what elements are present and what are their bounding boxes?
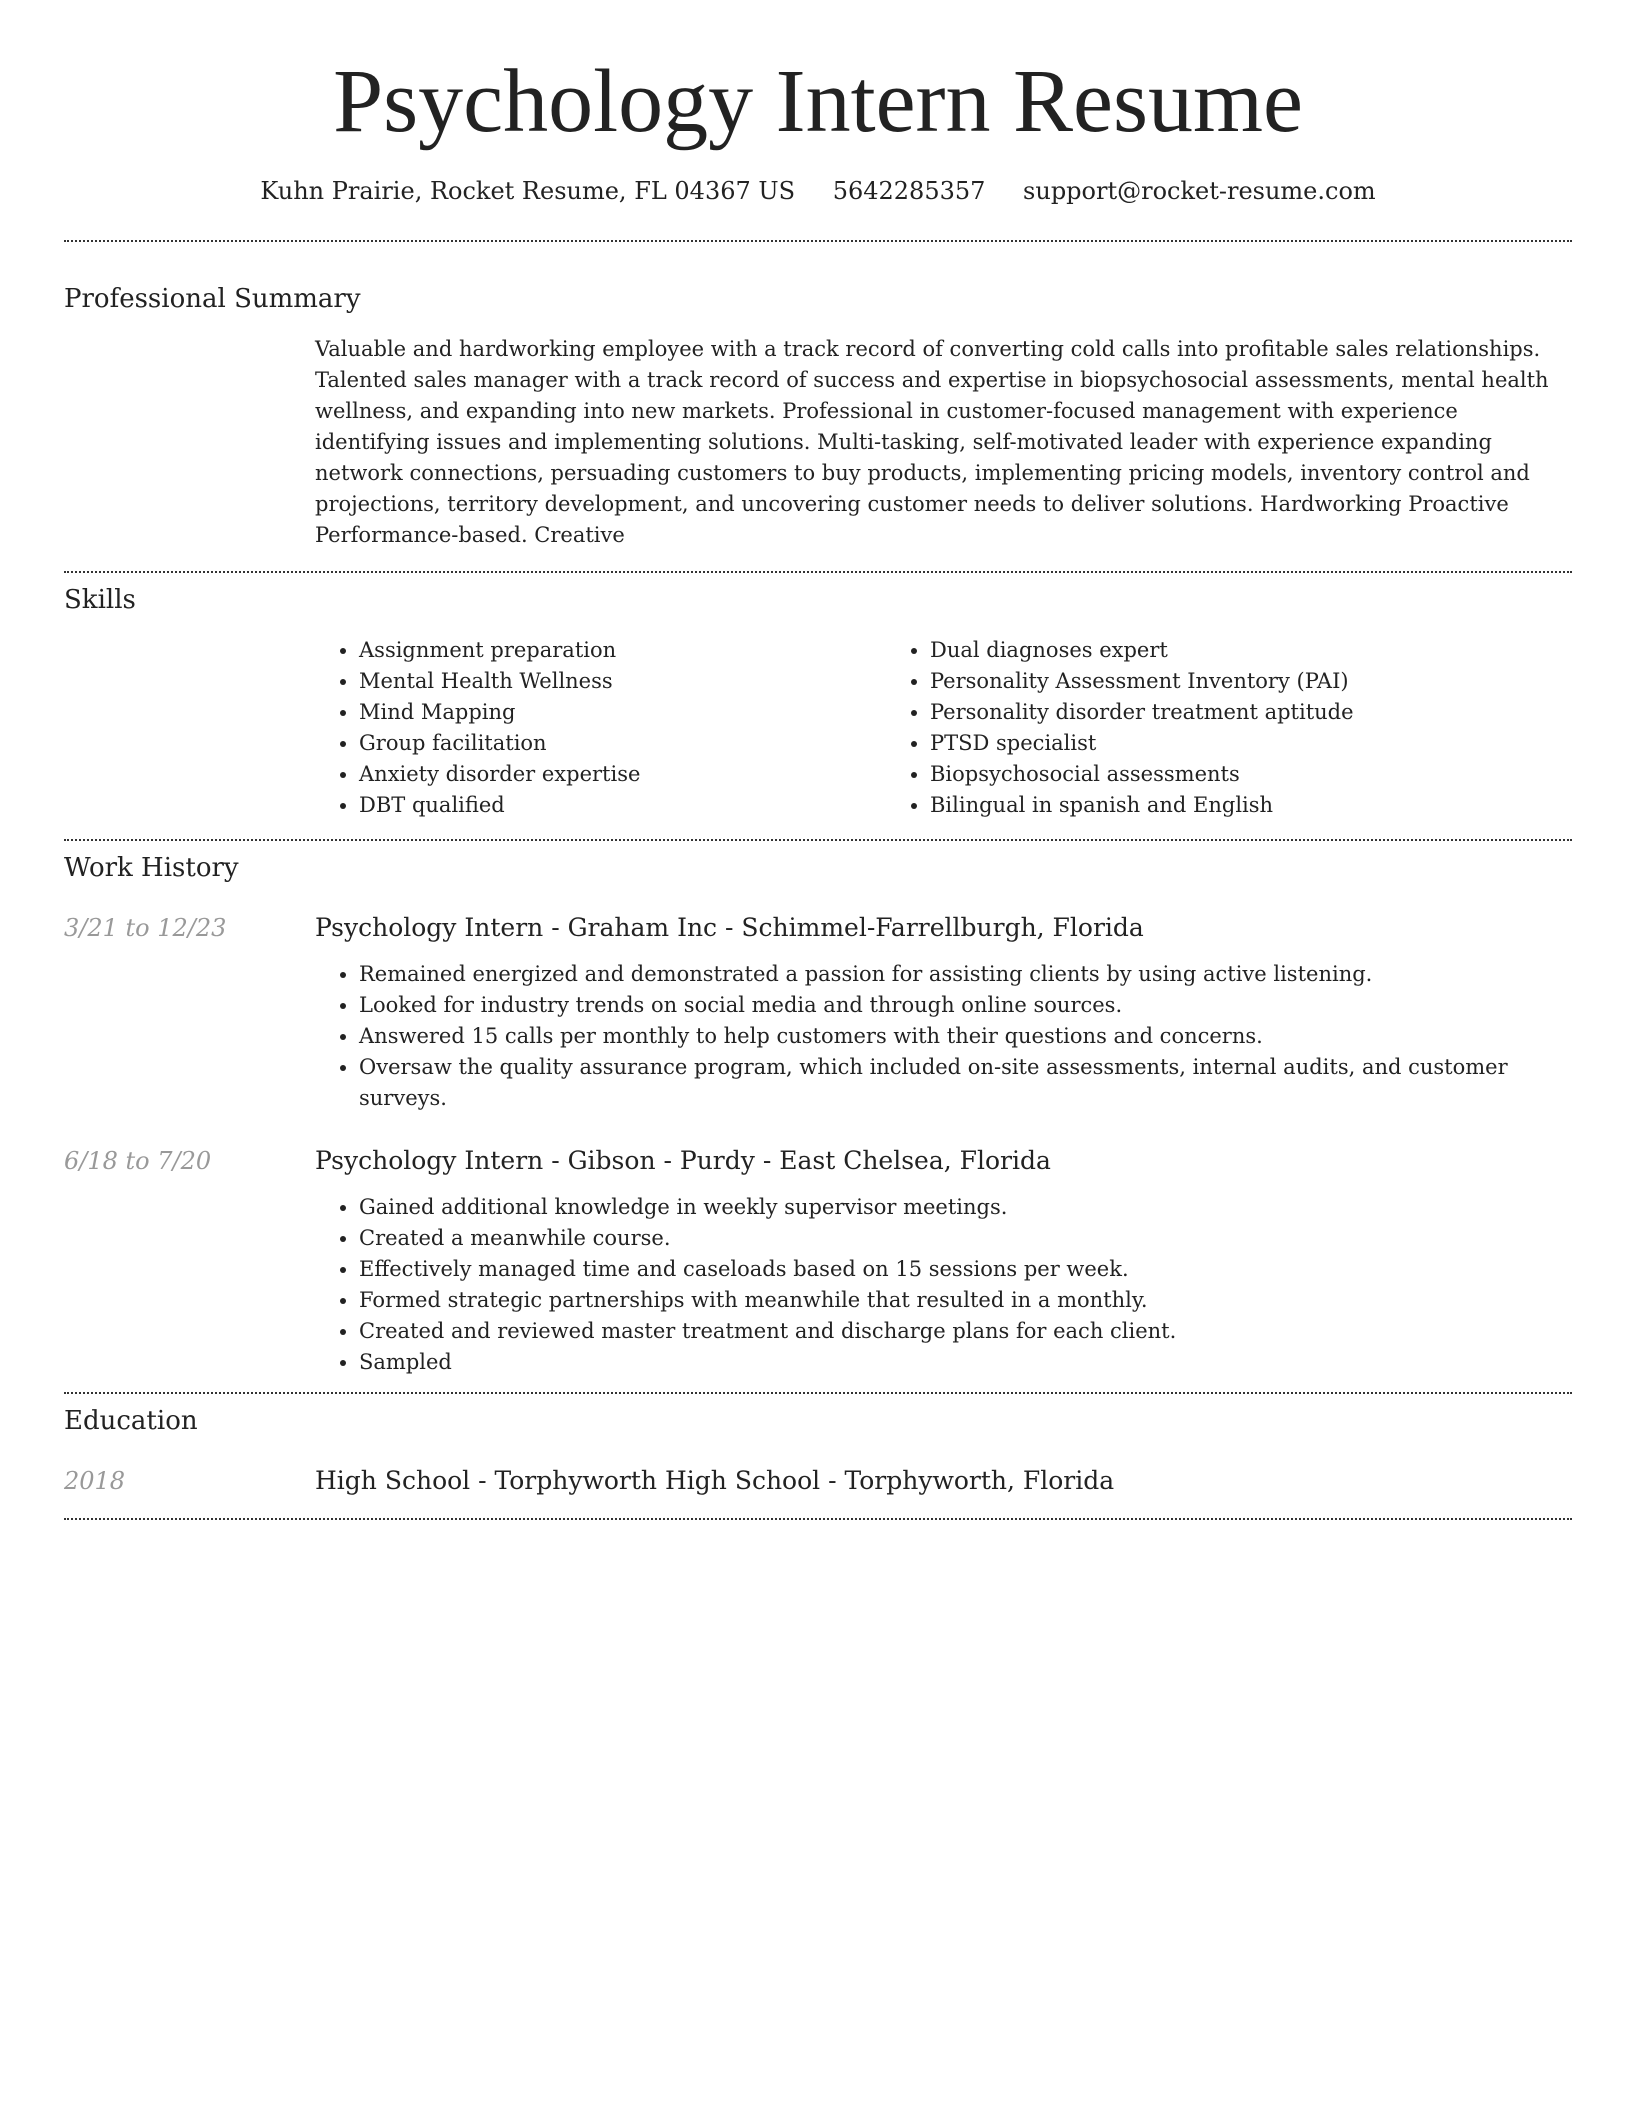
divider [64, 839, 1572, 841]
divider [64, 240, 1572, 242]
duty-item: • Answered 15 calls per monthly to help customers with their questions and concerns. [359, 1021, 1572, 1052]
work-history-heading: Work History [64, 853, 239, 883]
job-entry [64, 1144, 1572, 1378]
duty-item: • Remained energized and demonstrated a passion for assisting clients by using active listening. [359, 959, 1572, 990]
skills-heading: Skills [64, 585, 136, 615]
skill-item: • Biopsychosocial assessments [930, 759, 1457, 790]
education-heading: Education [64, 1406, 198, 1436]
job-duties [315, 959, 1572, 1114]
duty-item: • Looked for industry trends on social media and through online sources. [359, 990, 1572, 1021]
education-entry [64, 1464, 1572, 1498]
resume-page [64, 0, 1572, 1520]
education-date: 2018 [64, 1467, 126, 1495]
divider [64, 1392, 1572, 1394]
contact-email: support@rocket-resume.com [1023, 177, 1376, 205]
divider [64, 571, 1572, 573]
job-dates: 6/18 to 7/20 [64, 1147, 212, 1175]
education-title: High School - Torphyworth High School - Torphyworth, Florida [315, 1466, 1115, 1495]
duty-item: • Effectively managed time and caseloads based on 15 sessions per week. [359, 1254, 1572, 1285]
duty-item: • Formed strategic partnerships with meanwhile that resulted in a monthly. [359, 1285, 1572, 1316]
skill-item: • PTSD specialist [930, 728, 1457, 759]
contact-phone: 5642285357 [832, 177, 986, 205]
skills-column-left [315, 635, 886, 821]
skills-column-right [886, 635, 1457, 821]
skill-item: • Personality Assessment Inventory (PAI) [930, 666, 1457, 697]
skill-item: • Anxiety disorder expertise [359, 759, 886, 790]
job-details [315, 1144, 1572, 1378]
job-title: Psychology Intern - Graham Inc - Schimmel-Farrellburgh, Florida [315, 913, 1144, 942]
job-details [315, 911, 1572, 1114]
duty-item: • Gained additional knowledge in weekly supervisor meetings. [359, 1192, 1572, 1223]
summary-text: Valuable and hardworking employee with a track record of converting cold calls into profitable sales relationships. Talented sales manager with a track record of success and expertise in biopsychosocial assessments, mental health wellness, and expanding into new markets. Professional in customer-focused management with experience identifying issues and implementing solutions. Multi-tasking, self-motivated leader with experience expanding network connections, persuading customers to buy products, implementing pricing models, inventory control and projections, territory development, and uncovering customer needs to deliver solutions. Hardworking Proactive Performance-based. Creative [315, 337, 1549, 547]
skill-item: • Bilingual in spanish and English [930, 790, 1457, 821]
duty-item: • Sampled [359, 1347, 1572, 1378]
summary-heading: Professional Summary [64, 284, 361, 314]
skill-item: • Personality disorder treatment aptitude [930, 697, 1457, 728]
skill-item: • DBT qualified [359, 790, 886, 821]
job-entry [64, 911, 1572, 1114]
skill-item: • Dual diagnoses expert [930, 635, 1457, 666]
skill-item: • Mind Mapping [359, 697, 886, 728]
skill-item: • Mental Health Wellness [359, 666, 886, 697]
job-title: Psychology Intern - Gibson - Purdy - East Chelsea, Florida [315, 1146, 1051, 1175]
job-dates: 3/21 to 12/23 [64, 914, 227, 942]
duty-item: • Oversaw the quality assurance program, which included on-site assessments, internal audits, and customer surveys. [359, 1052, 1572, 1114]
skill-item: • Assignment preparation [359, 635, 886, 666]
contact-info [64, 174, 1572, 208]
resume-title: Psychology Intern Resume [333, 52, 1303, 151]
duty-item: • Created a meanwhile course. [359, 1223, 1572, 1254]
duty-item: • Created and reviewed master treatment and discharge plans for each client. [359, 1316, 1572, 1347]
contact-address: Kuhn Prairie, Rocket Resume, FL 04367 US [260, 177, 796, 205]
divider [64, 1518, 1572, 1520]
skill-item: • Group facilitation [359, 728, 886, 759]
job-duties [315, 1192, 1572, 1378]
skills-list [315, 635, 1572, 821]
